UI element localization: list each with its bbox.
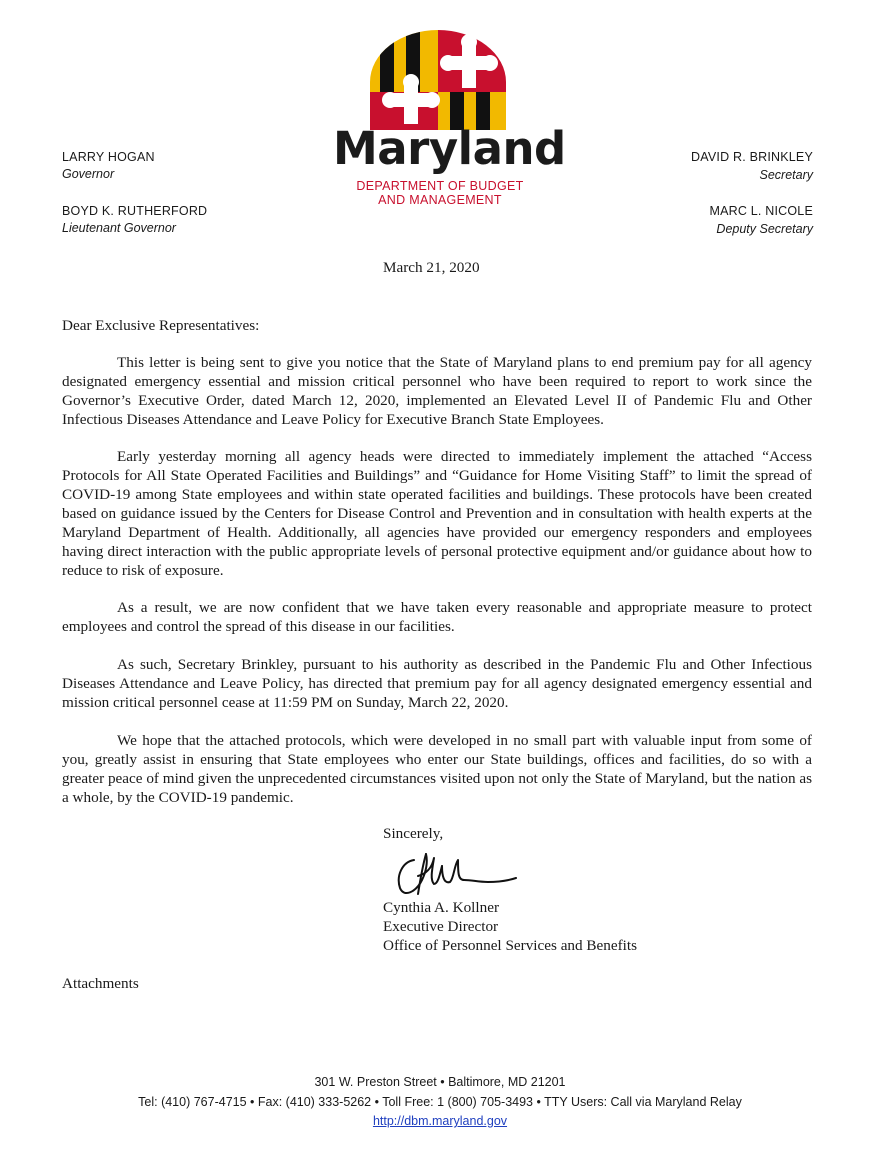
governor-name: LARRY HOGAN (62, 150, 155, 164)
handwritten-signature (392, 844, 522, 900)
footer-address: 301 W. Preston Street • Baltimore, MD 21201 (314, 1075, 566, 1089)
attachments-label: Attachments (62, 975, 139, 992)
lieutenant-governor-name: BOYD K. RUTHERFORD (62, 204, 208, 218)
signer-name: Cynthia A. Kollner (383, 899, 500, 916)
logo-subtitle-line1: DEPARTMENT OF BUDGET (356, 179, 524, 193)
website-link[interactable]: http://dbm.maryland.gov (372, 1114, 508, 1128)
paragraph-4: As such, Secretary Brinkley, pursuant to his authority as described in the Pandemic Flu and Other Infectious Diseases Attendance and Leave Policy, has directed that premium pay for all agency designated emergency essential and mission critical personnel cease at 11:59 PM on Sunday, March 22, 2020. (62, 656, 812, 711)
maryland-flag-logo (370, 30, 506, 130)
logo-wordmark: Maryland (333, 122, 566, 175)
governor-title: Governor (62, 167, 115, 181)
lieutenant-governor-title: Lieutenant Governor (62, 221, 176, 235)
salutation: Dear Exclusive Representatives: (62, 317, 260, 334)
footer-contact: Tel: (410) 767-4715 • Fax: (410) 333-5262 • Toll Free: 1 (800) 705-3493 • TTY Users: Call via Maryland Relay (138, 1095, 742, 1109)
secretary-title: Secretary (759, 168, 813, 182)
letter-date: March 21, 2020 (383, 259, 480, 276)
paragraph-2: Early yesterday morning all agency heads were directed to immediately implement the attached “Access Protocols for All State Operated Facilities and Buildings” and “Guidance for Home Visiting Staff” to limit the spread of COVID-19 among State employees and within state operated facilities and buildings. These protocols have been created based on guidance issued by the Centers for Disease Control and Prevention and in consultation with health experts at the Maryland Department of Health. Additionally, all agencies have provided our emergency responders and employees having direct interaction with the public appropriate levels of personal protective equipment and/or guidance about how to reduce to risk of exposure. (62, 448, 812, 579)
logo-subtitle-line2: AND MANAGEMENT (378, 193, 502, 207)
logo-subtitle (330, 179, 550, 207)
footer-url-row (0, 1114, 880, 1128)
paragraph-5: We hope that the attached protocols, which were developed in no small part with valuable input from some of you, greatly assist in ensuring that State employees who enter our State buildings, offices and facilities, do so with a greater peace of mind given the unprecedented circumstances visited upon not only the State of Maryland, but the nation as a whole, by the COVID-19 pandemic. (62, 732, 812, 806)
deputy-secretary-name: MARC L. NICOLE (709, 204, 813, 218)
paragraph-3: As a result, we are now confident that we have taken every reasonable and appropriate measure to protect employees and control the spread of this disease in our facilities. (62, 599, 812, 635)
signer-office: Office of Personnel Services and Benefits (383, 937, 638, 954)
secretary-name: DAVID R. BRINKLEY (691, 150, 813, 164)
deputy-secretary-title: Deputy Secretary (716, 222, 813, 236)
paragraph-1: This letter is being sent to give you notice that the State of Maryland plans to end premium pay for all agency designated emergency essential and mission critical personnel who have been required to report to work since the Governor’s Executive Order, dated March 12, 2020, implemented an Elevated Level II of Pandemic Flu and Other Infectious Diseases Attendance and Leave Policy for Executive Branch State Employees. (62, 354, 812, 428)
signer-title: Executive Director (383, 918, 499, 935)
closing: Sincerely, (383, 825, 444, 842)
